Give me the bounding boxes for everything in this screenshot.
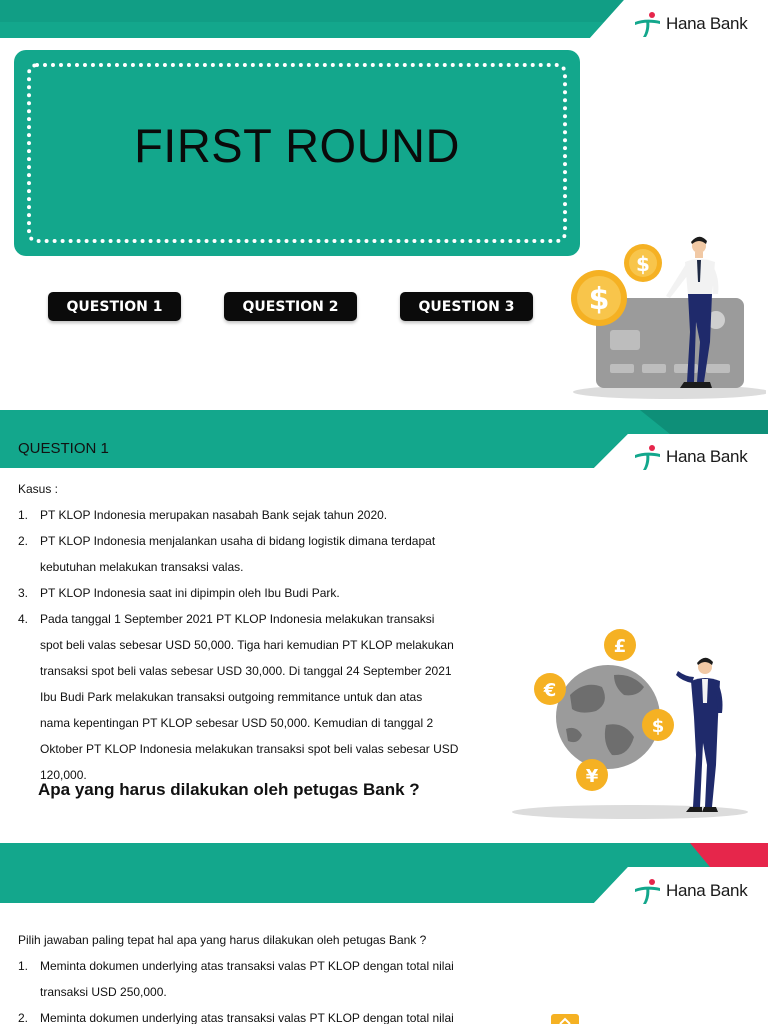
brand-logo (632, 877, 747, 905)
brand-name: Hana Bank (666, 447, 748, 466)
slide-answer-options (0, 843, 768, 1024)
hana-logo-icon (632, 10, 662, 38)
header-band-top (0, 843, 768, 867)
hana-logo-icon (632, 443, 662, 471)
svg-text:$: $ (651, 716, 665, 737)
list-item: 1. PT KLOP Indonesia merupakan nasabah Bank sejak tahun 2020. (18, 508, 388, 522)
case-list (18, 502, 498, 788)
slide-first-round (0, 0, 768, 410)
businessman-figure (676, 658, 723, 812)
slide-question-1 (0, 410, 768, 843)
svg-text:€: € (543, 680, 557, 701)
dollar-coin-small-icon (624, 244, 662, 282)
svg-text:£: £ (613, 636, 627, 657)
title-card (14, 50, 580, 256)
pound-coin-icon (604, 629, 636, 661)
list-item: 4. Pada tanggal 1 September 2021 PT KLOP Indonesia melakukan transaksi spot beli valas sebesar USD 50,000. Tiga hari kemudian PT KLOP melakukan transaksi spot beli valas sebesar USD 30,000. Di tanggal 24 September 2021 Ibu Budi Park melakukan transaksi outgoing remmitance untuk dan atas nama kepentingan PT KLOP sebesar USD 50,000. Kemudian di tanggal 2 Oktober PT KLOP Indonesia melakukan transaksi spot beli valas sebesar USD 120,000. (18, 612, 459, 782)
credit-card-businessman-illustration (566, 232, 766, 402)
svg-text:¥: ¥ (585, 766, 599, 787)
page-title: FIRST ROUND (134, 119, 460, 172)
brand-logo (632, 10, 747, 38)
case-text (18, 476, 498, 788)
question-1-button[interactable]: QUESTION 1 (48, 292, 181, 321)
hana-logo-icon (632, 877, 662, 905)
brand-name: Hana Bank (666, 881, 748, 900)
answer-intro: Pilih jawaban paling tepat hal apa yang harus dilakukan oleh petugas Bank ? (18, 933, 427, 947)
question-prompt: Apa yang harus dilakukan oleh petugas Bank ? (38, 780, 420, 799)
brand-name: Hana Bank (666, 14, 748, 33)
list-item: 2. Meminta dokumen underlying atas transaksi valas PT KLOP dengan total nilai (18, 1011, 454, 1024)
yen-coin-icon (576, 759, 608, 791)
dollar-coin-icon (571, 270, 627, 326)
euro-coin-icon (534, 673, 566, 705)
list-item: 3. PT KLOP Indonesia saat ini dipimpin oleh Ibu Budi Park. (18, 586, 340, 600)
answer-list (18, 953, 518, 1024)
list-item: 1. Meminta dokumen underlying atas transaksi valas PT KLOP dengan total nilai transaksi USD 250,000. (18, 959, 454, 999)
svg-text:$: $ (588, 282, 610, 317)
question-2-button[interactable]: QUESTION 2 (224, 292, 357, 321)
globe-businessman-illustration (510, 625, 768, 825)
case-label: Kasus : (18, 482, 59, 496)
dollar-coin-icon (642, 709, 674, 741)
question-3-button[interactable]: QUESTION 3 (400, 292, 533, 321)
question-heading: QUESTION 1 (18, 440, 109, 457)
list-item: 2. PT KLOP Indonesia menjalankan usaha di bidang logistik dimana terdapat kebutuhan melakukan transaksi valas. (18, 534, 436, 574)
svg-text:$: $ (636, 252, 650, 276)
brand-logo (632, 443, 747, 471)
answer-text (18, 927, 518, 1024)
header-band-top (0, 410, 768, 434)
chevron-up-icon[interactable] (551, 1014, 579, 1024)
